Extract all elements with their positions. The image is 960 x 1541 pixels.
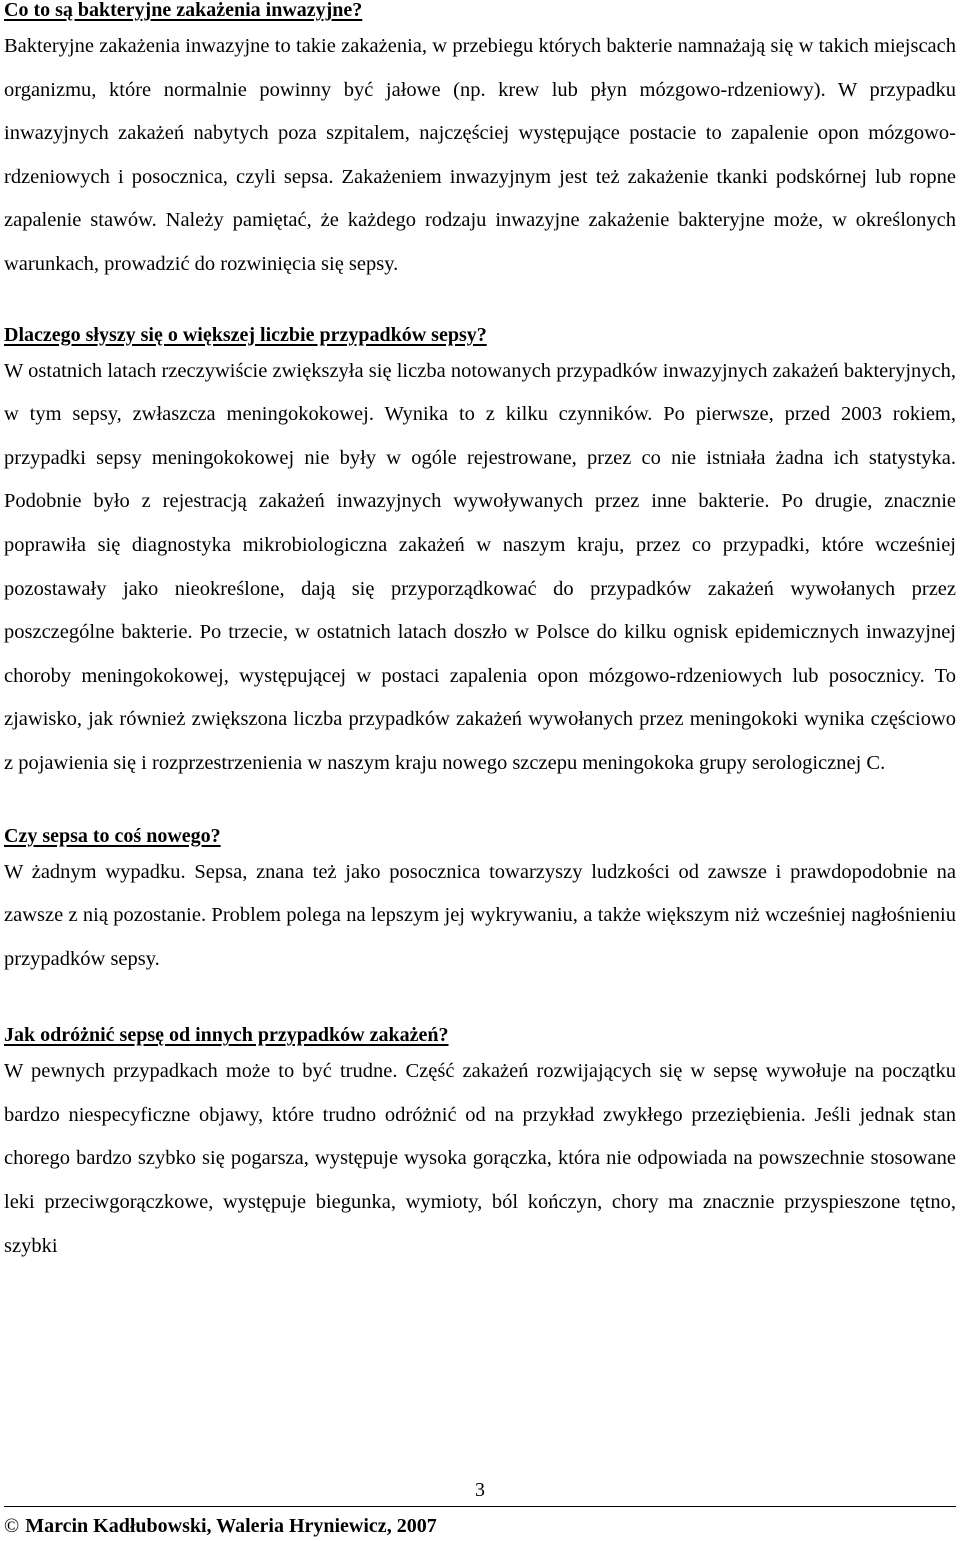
section-paragraph: W żadnym wypadku. Sepsa, znana też jako posocznica towarzyszy ludzkości od zawsze i prawdopodobnie na zawsze z nią pozostanie. Problem polega na lepszym jej wykrywaniu, a także większym niż wcześniej nagłośnieniu przypadków sepsy. (4, 860, 956, 970)
document-page (4, 0, 956, 1268)
copyright-icon: © (4, 1515, 20, 1537)
page-number: 3 (475, 1479, 485, 1501)
section-more-sepsis-cases (4, 321, 956, 786)
section-paragraph: Bakteryjne zakażenia inwazyjne to takie zakażenia, w przebiegu których bakterie namnażają się w takich miejscach organizmu, które normalnie powinny być jałowe (np. krew lub płyn mózgowo-rdzeniowy). W przypadku inwazyjnych zakażeń nabytych poza szpitalem, najczęściej występujące postacie to zapalenie opon mózgowo-rdzeniowych i posocznica, czyli sepsa. Zakażeniem inwazyjnym jest też zakażenie tkanki podskórnej lub ropne zapalenie stawów. Należy pamiętać, że każdego rodzaju inwazyjne zakażenie bakteryjne może, w określonych warunkach, prowadzić do rozwinięcia się sepsy. (4, 35, 956, 275)
footer-copyright (4, 1514, 437, 1538)
section-heading: Jak odróżnić sepsę od innych przypadków zakażeń? (4, 1024, 449, 1047)
footer-divider (4, 1506, 956, 1507)
section-heading: Czy sepsa to coś nowego? (4, 824, 221, 847)
section-is-sepsis-new (4, 822, 956, 982)
section-paragraph: W ostatnich latach rzeczywiście zwiększyła się liczba notowanych przypadków inwazyjnych zakażeń bakteryjnych, w tym sepsy, zwłaszcza meningokokowej. Wynika to z kilku czynników. Po pierwsze, przed 2003 rokiem, przypadki sepsy meningokokowej nie były w ogóle rejestrowane, przez co nie istniała żadna ich statystyka. Podobnie było z rejestracją zakażeń inwazyjnych wywoływanych przez inne bakterie. Po drugie, znacznie poprawiła się diagnostyka mikrobiologiczna zakażeń w naszym kraju, przez co przypadki, które wcześniej pozostawały jako nieokreślone, dają się przyporządkować do przypadków zakażeń wywołanych przez poszczególne bakterie. Po trzecie, w ostatnich latach doszło w Polsce do kilku ognisk epidemicznych inwazyjnej choroby meningokokowej, występującej w postaci zapalenia opon mózgowo-rdzeniowych lub posocznicy. To zjawisko, jak również zwiększona liczba przypadków zakażeń wywołanych przez meningokoki wynika częściowo z pojawienia się i rozprzestrzenienia w naszym kraju nowego szczepu meningokoka grupy serologicznej C. (4, 359, 956, 774)
section-invasive-infections (4, 0, 956, 287)
section-heading: Dlaczego słyszy się o większej liczbie przypadków sepsy? (4, 323, 487, 346)
section-distinguish-sepsis (4, 1021, 956, 1268)
section-paragraph: W pewnych przypadkach może to być trudne. Część zakażeń rozwijających się w sepsę wywołuje na początku bardzo niespecyficzne objawy, które trudno odróżnić od na przykład zwykłego przeziębienia. Jeśli jednak stan chorego bardzo szybko się pogarsza, występuje wysoka gorączka, która nie odpowiada na powszechnie stosowane leki przeciwgorączkowe, występuje biegunka, wymioty, ból kończyn, chory ma znacznie przyspieszone tętno, szybki (4, 1060, 956, 1257)
section-heading: Co to są bakteryjne zakażenia inwazyjne? (4, 0, 363, 21)
footer-text: Marcin Kadłubowski, Waleria Hryniewicz, 2007 (25, 1515, 437, 1537)
